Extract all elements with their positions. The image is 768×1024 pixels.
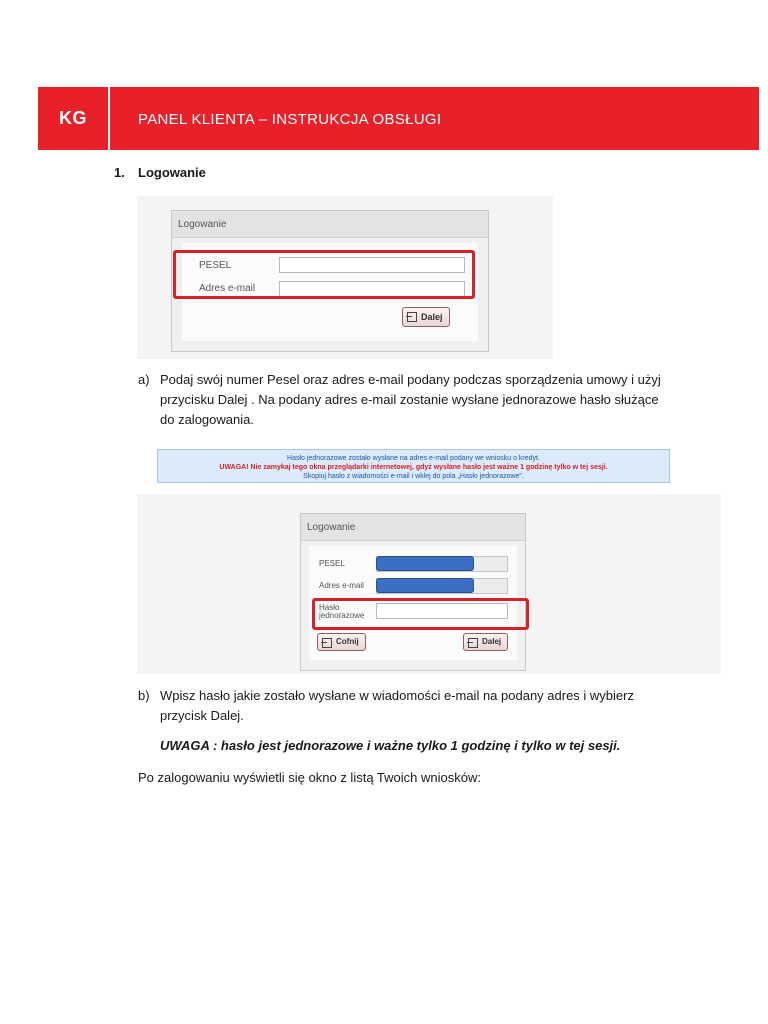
pesel-label: PESEL: [199, 260, 232, 271]
step-b-line-2: przycisk Dalej.: [160, 708, 244, 723]
otp-label-line-1: Hasło: [319, 603, 340, 612]
otp-label-line-2: jednorazowe: [319, 611, 365, 620]
step-a-line-3: do zalogowania.: [160, 412, 254, 427]
otp-warning: UWAGA : hasło jest jednorazowe i ważne tylko 1 godzinę i tylko w tej sesji.: [160, 738, 621, 753]
document-title: PANEL KLIENTA – INSTRUKCJA OBSŁUGI: [138, 111, 442, 128]
step-a-line-1: Podaj swój numer Pesel oraz adres e-mail podany podczas sporządzenia umowy i użyj: [160, 372, 661, 387]
after-login-text: Po zalogowaniu wyświetli się okno z listą Twoich wniosków:: [138, 770, 481, 785]
otp-next-button-label: Dalej: [482, 637, 502, 646]
next-button[interactable]: [402, 307, 450, 327]
step-a-marker: a): [138, 372, 150, 387]
next-button-label: Dalej: [421, 312, 443, 322]
logo-kg: KG: [59, 108, 87, 128]
email-redaction: [376, 578, 474, 593]
email-label: Adres e-mail: [199, 283, 256, 294]
alert-line-2: UWAGA! Nie zamykaj tego okna przeglądarki internetowej, gdyż wysłane hasło jest ważne 1 godzinę tylko w tej sesji.: [219, 464, 608, 471]
highlight-otp-field: [312, 598, 529, 630]
otp-sent-alert: [157, 449, 670, 483]
otp-pesel-label: PESEL: [319, 559, 345, 568]
back-arrow-icon: [322, 638, 332, 648]
login-arrow-icon: [407, 312, 417, 322]
otp-panel: [300, 513, 526, 671]
highlight-login-fields: [173, 250, 475, 299]
alert-line-1: Hasło jednorazowe zostało wysłane na adres e-mail podany we wniosku o kredyt.: [287, 455, 540, 462]
back-button-label: Cofnij: [336, 637, 359, 646]
otp-next-button[interactable]: [463, 633, 508, 651]
header-title-bar: [110, 87, 759, 150]
step-b-line-1: Wpisz hasło jakie zostało wysłane w wiadomości e-mail na podany adres i wybierz: [160, 688, 634, 703]
otp-login-arrow-icon: [468, 638, 478, 648]
step-a-line-2: przycisku Dalej . Na podany adres e-mail zostanie wysłane jednorazowe hasło służące: [160, 392, 659, 407]
section-title: Logowanie: [138, 165, 206, 180]
pesel-redaction: [376, 556, 474, 571]
step-b-marker: b): [138, 688, 150, 703]
alert-line-3: Skopiuj hasło z wiadomości e-mail i wklej do pola „Hasło jednorazowe".: [303, 473, 524, 480]
otp-panel-title: Logowanie: [301, 514, 525, 541]
section-number: 1.: [114, 165, 125, 180]
login-panel-title: Logowanie: [172, 211, 488, 238]
back-button[interactable]: [317, 633, 366, 651]
header-logo-block: [38, 87, 108, 150]
otp-email-label: Adres e-mail: [319, 581, 364, 590]
